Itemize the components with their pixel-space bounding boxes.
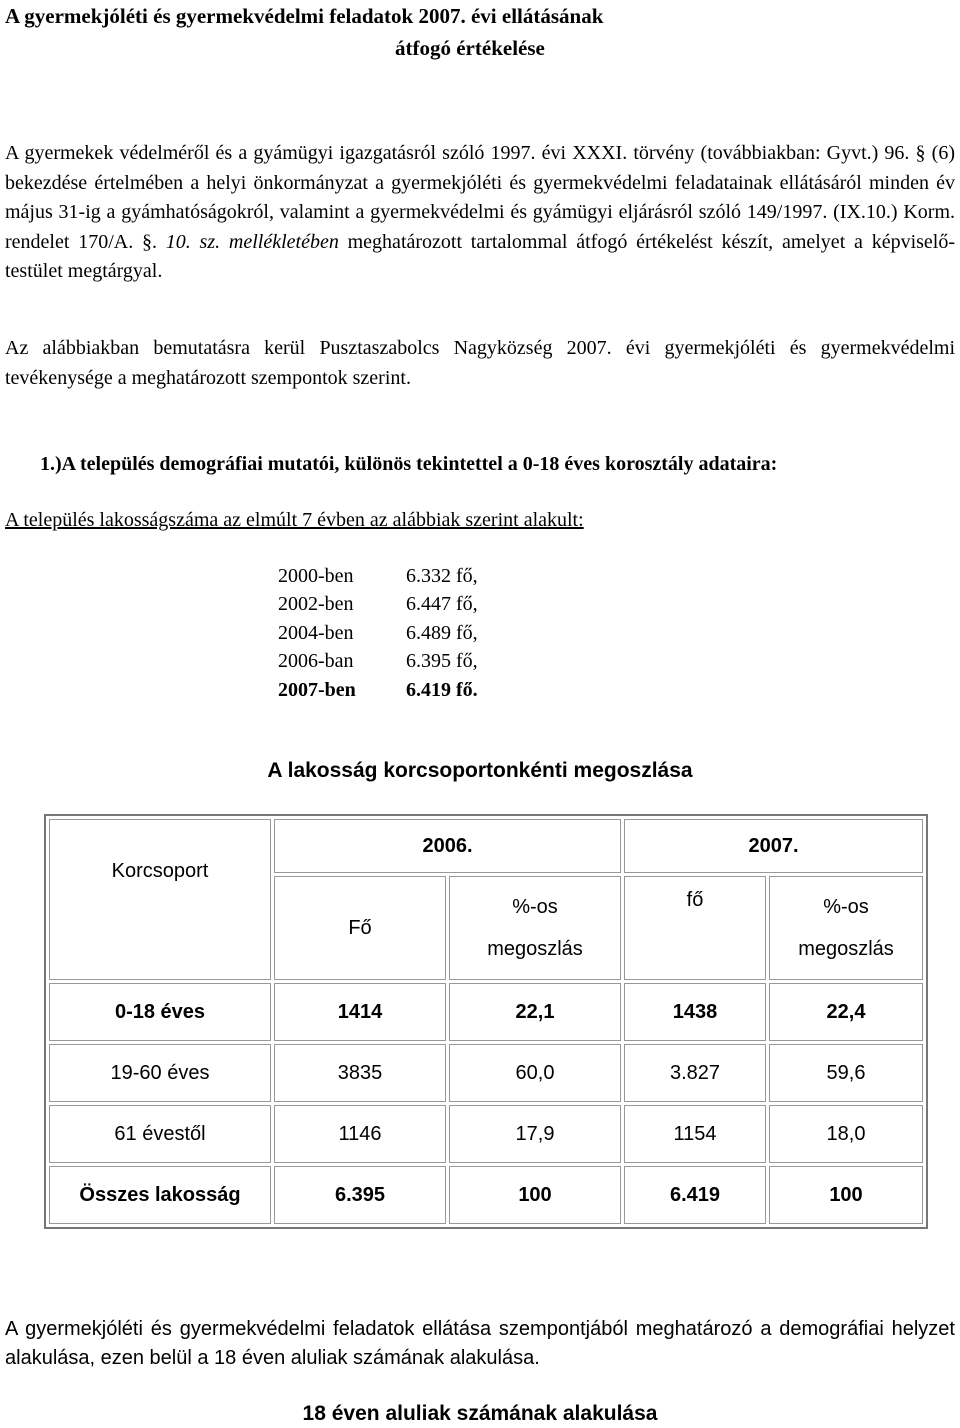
cell-pct-2007: 22,4 bbox=[769, 983, 923, 1041]
population-year: 2007-ben bbox=[278, 678, 356, 701]
document-title-line1: A gyermekjóléti és gyermekvédelmi feladatok 2007. évi ellátásának bbox=[5, 4, 604, 28]
population-value: 6.447 fő, bbox=[406, 593, 478, 616]
cell-pct-2007: 100 bbox=[769, 1166, 923, 1224]
intro-paragraph-italic: 10. sz. mellékletében bbox=[165, 230, 339, 253]
population-value: 6.419 fő. bbox=[406, 678, 478, 701]
header-fo-2007: fő bbox=[624, 876, 766, 980]
header-fo-2006: Fő bbox=[274, 876, 446, 980]
cell-fo-2007: 1438 bbox=[624, 983, 766, 1041]
header-pct-2006-line2: megoszlás bbox=[487, 938, 583, 960]
cell-fo-2007: 3.827 bbox=[624, 1044, 766, 1102]
table-row bbox=[49, 1044, 923, 1102]
header-korcsoport-label: Korcsoport bbox=[111, 859, 209, 882]
header-korcsoport bbox=[49, 819, 271, 980]
cell-pct-2006: 22,1 bbox=[449, 983, 621, 1041]
cell-pct-2006: 17,9 bbox=[449, 1105, 621, 1163]
cell-pct-2007: 59,6 bbox=[769, 1044, 923, 1102]
cell-fo-2007: 1154 bbox=[624, 1105, 766, 1163]
cell-group: 19-60 éves bbox=[49, 1044, 271, 1102]
table-header-row-years bbox=[49, 819, 923, 873]
header-year-2006: 2006. bbox=[274, 819, 621, 873]
intro-paragraph-text-end: meghatározott tartalommal átfogó értékelést készít, amelyet a képviselő-testület megtárgyal. bbox=[5, 230, 956, 282]
cell-fo-2006: 6.395 bbox=[274, 1166, 446, 1224]
header-pct-2007-line1: %-os bbox=[823, 896, 869, 918]
population-row-current bbox=[278, 676, 478, 704]
table-row bbox=[49, 1105, 923, 1163]
next-section-title: 18 éven aluliak számának alakulása bbox=[302, 1402, 658, 1425]
population-year: 2006-ban bbox=[278, 650, 354, 673]
header-pct-2007-line2: megoszlás bbox=[798, 938, 894, 960]
document-title-line2: átfogó értékelése bbox=[395, 36, 545, 60]
document-title bbox=[5, 0, 955, 64]
cell-group: Összes lakosság bbox=[49, 1166, 271, 1224]
cell-fo-2006: 1146 bbox=[274, 1105, 446, 1163]
header-year-2007: 2007. bbox=[624, 819, 923, 873]
population-row bbox=[278, 619, 478, 647]
overview-paragraph: Az alábbiakban bemutatásra kerül Pusztaszabolcs Nagyközség 2007. évi gyermekjóléti és gyermekvédelmi tevékenysége a meghatározott szempontok szerint. bbox=[5, 337, 955, 389]
population-row bbox=[278, 562, 478, 590]
cell-fo-2007: 6.419 bbox=[624, 1166, 766, 1224]
population-row bbox=[278, 647, 478, 675]
population-year: 2002-ben bbox=[278, 593, 354, 616]
table-row-total bbox=[49, 1166, 923, 1224]
cell-pct-2007: 18,0 bbox=[769, 1105, 923, 1163]
population-list bbox=[278, 562, 478, 704]
table-row bbox=[49, 983, 923, 1041]
population-row bbox=[278, 590, 478, 618]
population-year: 2000-ben bbox=[278, 565, 354, 587]
header-pct-2007 bbox=[769, 876, 923, 980]
age-distribution-table bbox=[44, 814, 928, 1229]
cell-pct-2006: 60,0 bbox=[449, 1044, 621, 1102]
population-year: 2004-ben bbox=[278, 621, 354, 644]
population-value: 6.489 fő, bbox=[406, 621, 478, 644]
intro-paragraph bbox=[5, 139, 955, 287]
header-pct-2006 bbox=[449, 876, 621, 980]
header-pct-2006-line1: %-os bbox=[512, 896, 558, 918]
cell-pct-2006: 100 bbox=[449, 1166, 621, 1224]
population-intro: A település lakosságszáma az elmúlt 7 évben az alábbiak szerint alakult: bbox=[5, 509, 584, 531]
cell-group: 0-18 éves bbox=[49, 983, 271, 1041]
population-value: 6.395 fő, bbox=[406, 650, 478, 673]
intro-paragraph-text: A gyermekek védelméről és a gyámügyi igazgatásról szóló 1997. évi XXXI. törvény (továbbiakban: Gyvt.) 96. § (6) bekezdése értelmében a helyi önkormányzat a gyermekjóléti és gyermekvédelmi feladatainak ellátásáról minden év május 31-ig a gyámhatóságokról, valamint a gyermekvédelmi és gyámügyi eljárásról szóló 149/1997. (IX.10.) Korm. rendelet 170/A. §. bbox=[5, 142, 955, 253]
section-heading: 1.)A település demográfiai mutatói, különös tekintettel a 0-18 éves korosztály adataira: bbox=[40, 453, 778, 475]
population-value: 6.332 fő, bbox=[406, 565, 478, 587]
cell-fo-2006: 1414 bbox=[274, 983, 446, 1041]
closing-paragraph: A gyermekjóléti és gyermekvédelmi feladatok ellátása szempontjából meghatározó a demográfiai helyzet alakulása, ezen belül a 18 éven aluliak számának alakulása. bbox=[5, 1318, 955, 1369]
table-title: A lakosság korcsoportonkénti megoszlása bbox=[267, 759, 693, 782]
cell-group: 61 évestől bbox=[49, 1105, 271, 1163]
cell-fo-2006: 3835 bbox=[274, 1044, 446, 1102]
